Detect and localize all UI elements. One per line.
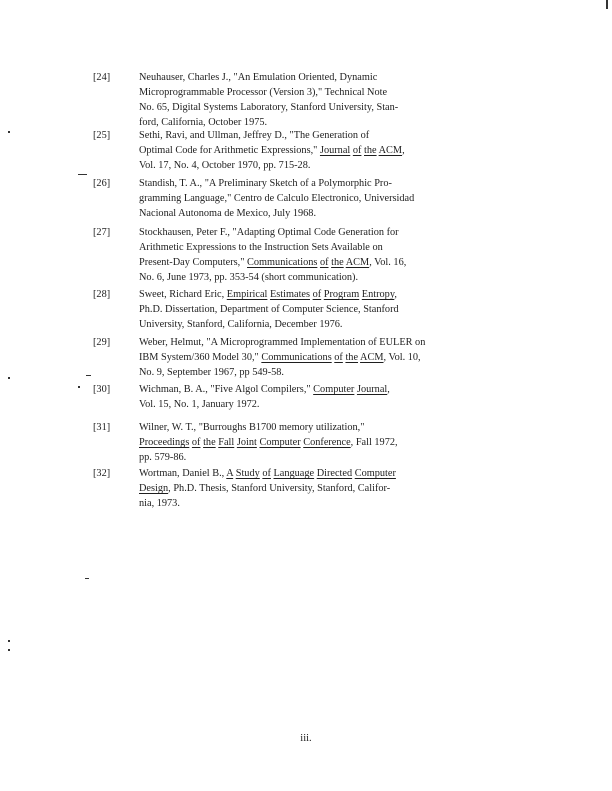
- reference-text-segment: Vol. 15, No. 1, January 1972.: [139, 399, 260, 410]
- scan-mark: [86, 375, 91, 376]
- reference-text-segment: Weber, Helmut, "A Microprogrammed Implementation of EULER on: [139, 337, 426, 348]
- underlined-title-word: Empirical: [226, 289, 268, 300]
- reference-text-segment: ford, California, October 1975.: [139, 117, 268, 128]
- underlined-title-word: Estimates: [269, 289, 311, 300]
- reference-text-segment: Arithmetic Expressions to the Instruction Sets Available on: [139, 242, 383, 253]
- reference-text-segment: Neuhauser, Charles J., "An Emulation Oriented, Dynamic: [139, 72, 378, 83]
- reference-number: [32]: [93, 468, 111, 479]
- reference-line: [139, 240, 519, 255]
- reference-number: [30]: [93, 384, 111, 395]
- reference-text: [139, 382, 519, 412]
- reference-entry: [93, 335, 519, 380]
- reference-line: [139, 128, 519, 143]
- reference-line: [139, 225, 519, 240]
- reference-entry: [93, 176, 519, 221]
- scan-mark: [606, 0, 608, 9]
- underlined-title-word: of: [191, 437, 201, 448]
- reference-line: [139, 302, 519, 317]
- reference-text-segment: , Ph.D. Thesis, Stanford University, Stanford, Califor-: [168, 483, 391, 494]
- page-number: iii.: [300, 733, 312, 744]
- underlined-title-word: Directed: [316, 468, 353, 479]
- reference-entry: [93, 128, 519, 173]
- reference-text-segment: Stockhausen, Peter F., "Adapting Optimal Code Generation for: [139, 227, 399, 238]
- reference-text: [139, 335, 519, 380]
- underlined-title-word: of: [334, 352, 343, 363]
- underlined-title-word: of: [319, 257, 329, 268]
- reference-text-segment: No. 9, September 1967, pp 549-58.: [139, 367, 284, 378]
- underlined-title-word: Conference: [303, 437, 351, 448]
- reference-number: [27]: [93, 227, 111, 238]
- reference-text-segment: ,: [402, 145, 405, 156]
- reference-line: [139, 397, 519, 412]
- reference-number: [28]: [93, 289, 111, 300]
- underlined-title-word: ACM: [378, 145, 403, 156]
- reference-text-segment: gramming Language," Centro de Calculo Electronico, Universidad: [139, 193, 415, 204]
- reference-entry: [93, 225, 519, 285]
- underlined-title-word: Journal: [356, 384, 388, 395]
- reference-text-segment: Wichman, B. A., "Five Algol Compilers,": [139, 384, 314, 395]
- underlined-title-word: Fall: [218, 437, 235, 448]
- reference-line: [139, 335, 519, 350]
- underlined-title-word: the: [364, 145, 377, 156]
- reference-line: [139, 191, 519, 206]
- underlined-title-word: A: [226, 468, 234, 479]
- reference-text-segment: , Fall 1972,: [350, 437, 398, 448]
- scan-mark: [8, 640, 10, 642]
- reference-line: [139, 481, 519, 496]
- reference-line: [139, 70, 519, 85]
- reference-text-segment: Sethi, Ravi, and Ullman, Jeffrey D., "The Generation of: [139, 130, 370, 141]
- underlined-title-word: Journal: [319, 145, 351, 156]
- underlined-title-word: the: [345, 352, 359, 363]
- scan-mark: [8, 377, 10, 379]
- reference-text: [139, 70, 519, 130]
- reference-line: [139, 158, 519, 173]
- reference-line: [139, 176, 519, 191]
- reference-text-segment: Ph.D. Dissertation, Department of Computer Science, Stanford: [139, 304, 399, 315]
- scan-mark: [8, 649, 10, 651]
- reference-text-segment: IBM System/360 Model 30,": [139, 352, 262, 363]
- reference-text-segment: ,: [394, 289, 397, 300]
- underlined-title-word: of: [262, 468, 271, 479]
- underlined-title-word: Proceedings: [139, 437, 190, 448]
- reference-entry: [93, 287, 519, 332]
- reference-line: [139, 206, 519, 221]
- underlined-title-word: Language: [273, 468, 315, 479]
- reference-number: [31]: [93, 422, 111, 433]
- reference-line: [139, 350, 519, 365]
- reference-text: [139, 466, 519, 511]
- reference-text-segment: Wortman, Daniel B.,: [139, 468, 227, 479]
- reference-entry: [93, 382, 519, 412]
- reference-text-segment: No. 6, June 1973, pp. 353-54 (short communication).: [139, 272, 359, 283]
- reference-text: [139, 225, 519, 285]
- underlined-title-word: the: [203, 437, 216, 448]
- reference-text-segment: Present-Day Computers,": [139, 257, 248, 268]
- reference-entry: [93, 466, 519, 511]
- reference-text: [139, 287, 519, 332]
- reference-number: [25]: [93, 130, 111, 141]
- underlined-title-word: ACM: [345, 257, 370, 268]
- reference-text-segment: Optimal Code for Arithmetic Expressions,": [139, 145, 320, 156]
- reference-text-segment: pp. 579-86.: [139, 452, 187, 463]
- underlined-title-word: Program: [323, 289, 360, 300]
- reference-line: [139, 382, 519, 397]
- underlined-title-word: Communications: [261, 352, 332, 363]
- underlined-title-word: Design: [139, 483, 169, 494]
- reference-text-segment: Standish, T. A., "A Preliminary Sketch of a Polymorphic Pro-: [139, 178, 392, 189]
- reference-text-segment: No. 65, Digital Systems Laboratory, Stanford University, Stan-: [139, 102, 399, 113]
- reference-text: [139, 176, 519, 221]
- scan-mark: [85, 578, 89, 579]
- underlined-title-word: Joint: [236, 437, 257, 448]
- reference-text-segment: Wilner, W. T., "Burroughs B1700 memory utilization,": [139, 422, 365, 433]
- reference-line: [139, 450, 519, 465]
- underlined-title-word: Communications: [247, 257, 318, 268]
- reference-line: [139, 85, 519, 100]
- reference-text-segment: University, Stanford, California, December 1976.: [139, 319, 343, 330]
- reference-line: [139, 365, 519, 380]
- reference-line: [139, 100, 519, 115]
- underlined-title-word: Computer: [259, 437, 301, 448]
- reference-entry: [93, 70, 519, 130]
- reference-text-segment: , Vol. 16,: [369, 257, 407, 268]
- underlined-title-word: of: [312, 289, 322, 300]
- scan-mark: [78, 174, 87, 175]
- reference-text-segment: nia, 1973.: [139, 498, 180, 509]
- reference-line: [139, 435, 519, 450]
- underlined-title-word: of: [352, 145, 362, 156]
- underlined-title-word: Computer: [354, 468, 396, 479]
- reference-text-segment: , Vol. 10,: [383, 352, 421, 363]
- underlined-title-word: Computer: [313, 384, 355, 395]
- reference-line: [139, 287, 519, 302]
- underlined-title-word: Entropy: [361, 289, 395, 300]
- reference-number: [29]: [93, 337, 111, 348]
- reference-text-segment: Microprogrammable Processor (Version 3)," Technical Note: [139, 87, 388, 98]
- reference-line: [139, 143, 519, 158]
- reference-text-segment: Vol. 17, No. 4, October 1970, pp. 715-28.: [139, 160, 311, 171]
- underlined-title-word: ACM: [360, 352, 384, 363]
- scan-mark: [8, 131, 10, 133]
- reference-line: [139, 496, 519, 511]
- reference-number: [24]: [93, 72, 111, 83]
- reference-entry: [93, 420, 519, 465]
- reference-line: [139, 270, 519, 285]
- reference-number: [26]: [93, 178, 111, 189]
- reference-text-segment: Nacional Autonoma de Mexico, July 1968.: [139, 208, 317, 219]
- reference-line: [139, 317, 519, 332]
- scan-mark: [78, 386, 80, 388]
- reference-text: [139, 128, 519, 173]
- reference-text-segment: ,: [387, 384, 390, 395]
- reference-line: [139, 466, 519, 481]
- reference-line: [139, 420, 519, 435]
- reference-line: [139, 255, 519, 270]
- reference-text: [139, 420, 519, 465]
- underlined-title-word: Study: [235, 468, 260, 479]
- underlined-title-word: the: [331, 257, 344, 268]
- reference-text-segment: Sweet, Richard Eric,: [139, 289, 227, 300]
